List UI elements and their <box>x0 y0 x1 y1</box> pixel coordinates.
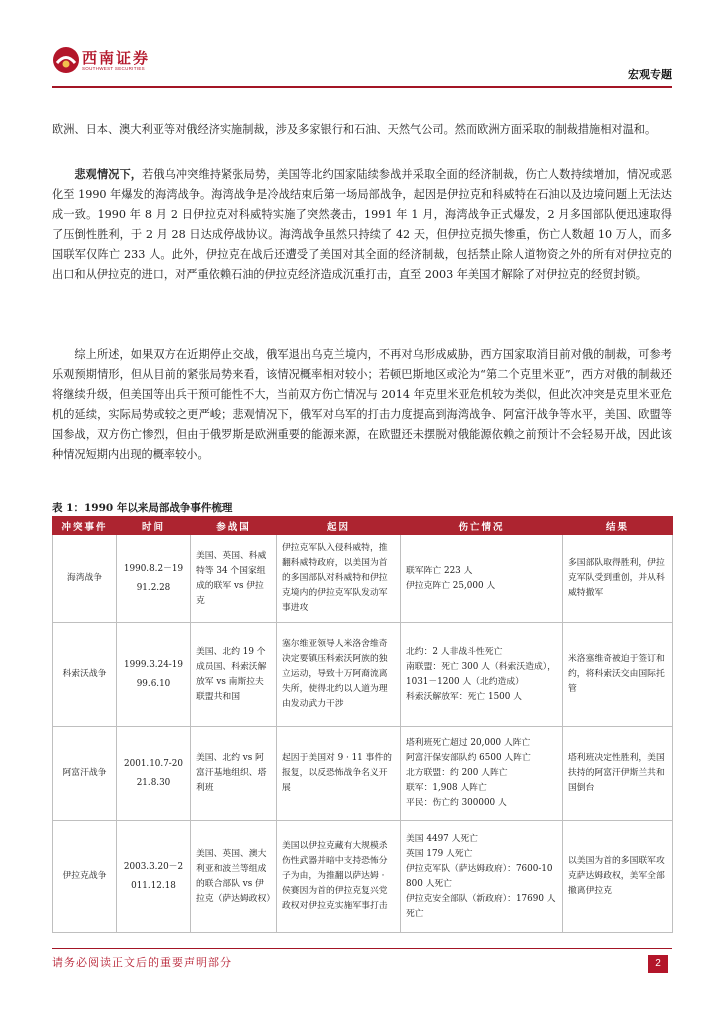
cell-time: 1990.8.2－1991.2.28 <box>117 535 191 623</box>
casualty-line: 伊拉克军队（萨达姆政府）：7600-10800 人死亡 <box>406 863 553 889</box>
company-logo <box>52 44 182 76</box>
casualty-line: 北方联盟：约 200 人阵亡 <box>406 768 508 778</box>
cell-cause: 伊拉克军队入侵科威特，推翻科威特政府，以美国为首的多国部队对科威特和伊拉克境内的伊拉克军队发动军事进攻 <box>277 535 401 623</box>
table-row <box>53 623 673 727</box>
cell-time: 1999.3.24-1999.6.10 <box>117 623 191 727</box>
header-casualties: 伤亡情况 <box>401 517 563 535</box>
table-row <box>53 727 673 821</box>
casualty-line: 北约：2 人非战斗性死亡 <box>406 646 503 657</box>
header-parties: 参战国 <box>191 517 277 535</box>
cell-event: 海湾战争 <box>53 535 117 623</box>
cell-event: 伊拉克战争 <box>53 821 117 933</box>
table-caption: 表 1：1990 年以来局部战争事件梳理 <box>52 502 233 514</box>
header-event: 冲突事件 <box>53 517 117 535</box>
cell-cause: 美国以伊拉克藏有大规模杀伤性武器并暗中支持恐怖分子为由，为推翻以萨达姆 · 侯赛因为首的伊拉克复兴党政权对伊拉克实施军事打击 <box>277 821 401 933</box>
footer-divider <box>52 948 672 949</box>
cell-time: 2003.3.20－2011.12.18 <box>117 821 191 933</box>
header-divider <box>52 86 672 88</box>
cell-parties: 美国、英国、科威特等 34 个国家组成的联军 vs 伊拉克 <box>191 535 277 623</box>
cell-casualties <box>401 821 563 933</box>
casualty-line: 伊拉克安全部队（新政府）：17690 人死亡 <box>406 893 556 919</box>
page-number: 2 <box>648 955 668 973</box>
section-title: 宏观专题 <box>628 68 672 81</box>
war-events-table <box>52 516 673 933</box>
paragraph-pessimistic <box>52 164 672 285</box>
casualty-line: 平民：伤亡约 300000 人 <box>406 798 507 808</box>
casualty-line: 阿富汗保安部队约 6500 人阵亡 <box>406 753 531 763</box>
paragraph-summary: 综上所述，如果双方在近期停止交战，俄军退出乌克兰境内，不再对乌形成威胁，西方国家取消目前对俄的制裁，可参考乐观预期情形，但从目前的紧张局势来看，该情况概率相对较小；若顿巴斯地区或沦为“第二个克里米亚”，西方对俄的制裁还将继续升级，但美国等出兵干预可能性不大，当前双方伤亡情况与 2014 年克里米亚危机较为类似，但此次冲突是克里米亚危机的延续，实际局势或较之更严峻；悲观情况下，俄军对乌军的打击力度提高到海湾战争、阿富汗战争等水平，美国、欧盟等国参战，双方伤亡惨烈，但由于俄罗斯是欧洲重要的能源来源，在欧盟还未摆脱对俄能源依赖之前预计不会轻易开战，因此该种情况短期内出现的概率较小。 <box>52 348 672 461</box>
cell-result: 以美国为首的多国联军攻克萨达姆政权，美军全部撤离伊拉克 <box>563 821 673 933</box>
cell-cause: 塞尔维亚领导人米洛舍维奇决定要镇压科索沃阿族的独立运动，导致十万阿裔流离失所，使得北约以人道为理由发动武力干涉 <box>277 623 401 727</box>
casualty-line: 伊拉克阵亡 25,000 人 <box>406 580 496 591</box>
cell-cause: 起因于美国对 9 · 11 事件的报复，以反恐怖战争名义开展 <box>277 727 401 821</box>
header-time: 时间 <box>117 517 191 535</box>
cell-result: 米洛塞维奇被迫于签订和约，将科索沃交由国际托管 <box>563 623 673 727</box>
header-result: 结果 <box>563 517 673 535</box>
casualty-line: 南联盟：死亡 300 人（科索沃造成），1031－1200 人（北约造成） <box>406 661 556 687</box>
logo-english-name: SOUTHWEST SECURITIES <box>82 66 145 71</box>
cell-result: 塔利班决定性胜利，美国扶持的阿富汗伊斯兰共和国倒台 <box>563 727 673 821</box>
cell-event: 阿富汗战争 <box>53 727 117 821</box>
cell-casualties <box>401 535 563 623</box>
cell-result: 多国部队取得胜利，伊拉克军队受到重创，并从科威特撤军 <box>563 535 673 623</box>
header-cause: 起因 <box>277 517 401 535</box>
table-row <box>53 821 673 933</box>
logo-chinese-name: 西南证券 <box>82 49 151 67</box>
casualty-line: 联军阵亡 223 人 <box>406 565 473 576</box>
casualty-line: 联军：1,908 人阵亡 <box>406 783 487 793</box>
paragraph-sanctions: 欧洲、日本、澳大利亚等对俄经济实施制裁，涉及多家银行和石油、天然气公司。然而欧洲方面采取的制裁措施相对温和。 <box>52 123 657 136</box>
casualty-line: 英国 179 人死亡 <box>406 848 473 859</box>
table-header-row <box>53 517 673 535</box>
page-header <box>52 44 672 90</box>
cell-parties: 美国、英国、澳大利亚和波兰等组成的联合部队 vs 伊拉克（萨达姆政权） <box>191 821 277 933</box>
casualty-line: 美国 4497 人死亡 <box>406 833 478 844</box>
cell-event: 科索沃战争 <box>53 623 117 727</box>
table-row <box>53 535 673 623</box>
cell-casualties <box>401 623 563 727</box>
pessimistic-lead: 悲观情况下， <box>74 167 143 181</box>
cell-parties: 美国、北约 19 个成员国、科索沃解放军 vs 南斯拉夫联盟共和国 <box>191 623 277 727</box>
casualty-line: 科索沃解放军：死亡 1500 人 <box>406 691 522 702</box>
pessimistic-body: 若俄乌冲突维持紧张局势，美国等北约国家陆续参战并采取全面的经济制裁，伤亡人数持续增加，情况或恶化至 1990 年爆发的海湾战争。海湾战争是冷战结束后第一场局部战争，起因是伊拉克和科威特在石油以及边境问题上无法达成一致。1990 年 8 月 2 日伊拉克对科威特实施了突然袭击，1991 年 1 月，海湾战争正式爆发，2 月多国部队便迅速取得了压倒性胜利，于 2 月 28 日达成停战协议。海湾战争虽然只持续了 42 天，但伊拉克损失惨重，伤亡人数超 10 万人，而多国联军仅阵亡 233 人。此外，伊拉克在战后还遭受了美国对其全面的经济制裁，包括禁止除人道物资之外的所有对伊拉克的出口和从伊拉克的进口，对严重依赖石油的伊拉克经济造成沉重打击，直至 2003 年美国才解除了对伊拉克的经贸封锁。 <box>52 168 672 281</box>
footer-disclaimer: 请务必阅读正文后的重要声明部分 <box>52 956 232 969</box>
cell-casualties <box>401 727 563 821</box>
cell-parties: 美国、北约 vs 阿富汗基地组织、塔利班 <box>191 727 277 821</box>
casualty-line: 塔利班死亡超过 20,000 人阵亡 <box>406 738 531 748</box>
logo-emblem-icon <box>52 46 80 74</box>
cell-time: 2001.10.7-2021.8.30 <box>117 727 191 821</box>
